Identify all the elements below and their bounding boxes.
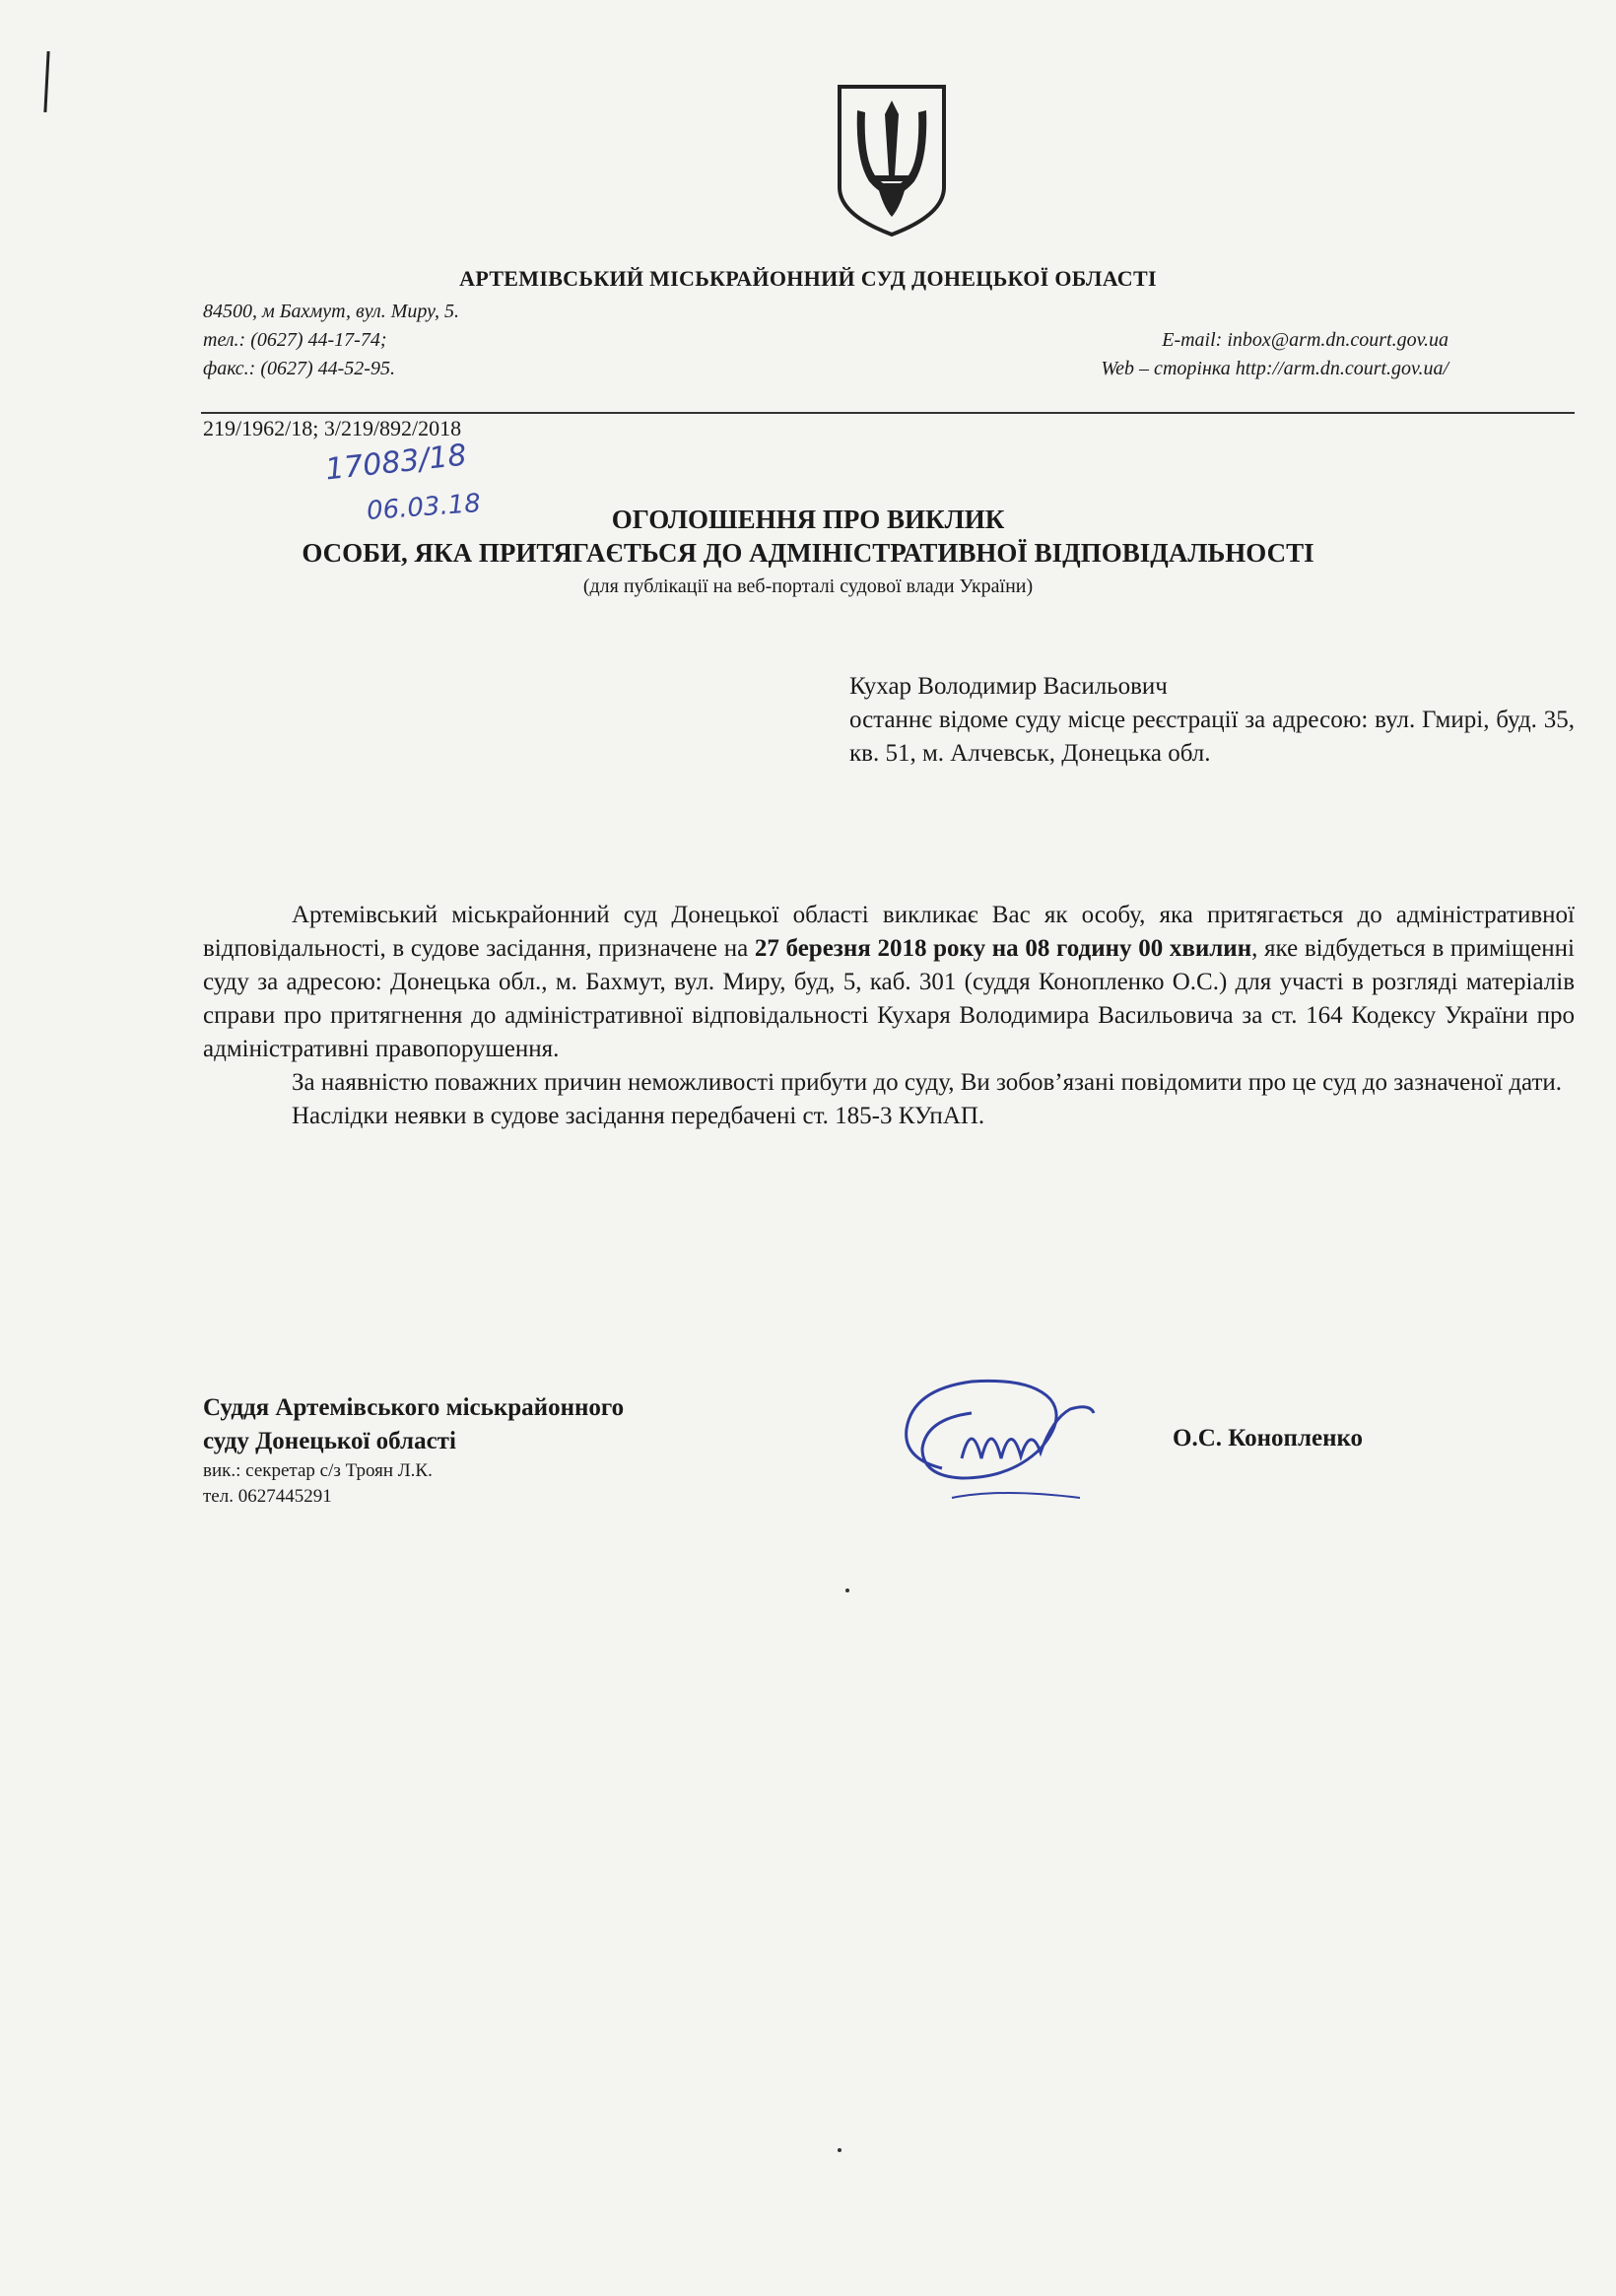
handwritten-reg-number: 17083/18 bbox=[323, 438, 469, 488]
body-paragraph-3: Наслідки неявки в судове засідання передбачені ст. 185-3 КУпАП. bbox=[292, 1103, 985, 1129]
judge-name: О.С. Конопленко bbox=[1173, 1425, 1364, 1452]
addressee-address: останнє відоме суду місце реєстрації за адресою: вул. Гмирі, буд. 35, кв. 51, м. Алчевськ, Донецька обл. bbox=[849, 707, 1575, 767]
document-subtitle: (для публікації на веб-порталі судової влади України) bbox=[582, 575, 1034, 597]
title-line-1: ОГОЛОШЕННЯ ПРО ВИКЛИК bbox=[611, 505, 1005, 534]
court-email: E-mail: inbox@arm.dn.court.gov.ua bbox=[1162, 329, 1448, 351]
title-line-2: ОСОБИ, ЯКА ПРИТЯГАЄТЬСЯ ДО АДМІНІСТРАТИВНОЇ ВІДПОВІДАЛЬНОСТІ bbox=[302, 538, 1314, 568]
judge-title-line-2: суду Донецької області bbox=[203, 1428, 456, 1454]
case-numbers: 219/1962/18; 3/219/892/2018 bbox=[203, 416, 462, 440]
handwritten-date: 06.03.18 bbox=[366, 488, 482, 527]
addressee-name: Кухар Володимир Васильович bbox=[849, 673, 1168, 700]
hearing-datetime: 27 березня 2018 року на 08 годину 00 хвилин bbox=[754, 935, 1252, 962]
court-name: АРТЕМІВСЬКИЙ МІСЬКРАЙОННИЙ СУД ДОНЕЦЬКОЇ ОБЛАСТІ bbox=[459, 266, 1157, 291]
scan-speck bbox=[845, 1588, 849, 1592]
scan-edge-mark bbox=[43, 51, 49, 112]
court-phone: тел.: (0627) 44-17-74; bbox=[203, 329, 387, 351]
addressee-block bbox=[849, 670, 1575, 771]
header-divider bbox=[201, 412, 1575, 414]
document-title bbox=[0, 503, 1616, 570]
scan-speck bbox=[838, 2148, 842, 2152]
signature-block bbox=[203, 1391, 814, 1510]
executor-line: вик.: секретар с/з Троян Л.К. bbox=[203, 1460, 433, 1481]
court-fax: факс.: (0627) 44-52-95. bbox=[203, 358, 395, 379]
trident-emblem-icon bbox=[834, 81, 950, 238]
notice-body bbox=[203, 899, 1575, 1133]
judge-title-line-1: Суддя Артемівського міськрайонного bbox=[203, 1394, 625, 1421]
executor-phone: тел. 0627445291 bbox=[203, 1486, 332, 1507]
contacts-block bbox=[203, 298, 1448, 383]
body-paragraph-1: Артемівський міськрайонний суд Донецької області викликає Вас як особу, яка притягається до адміністративної відповідальності, в судове засідання, призначене на 27 березня 2018 року на 08 годину 00 хвилин, яке відбудеться в приміщенні суду за адресою: Донецька обл., м. Бахмут, вул. Миру, буд, 5, каб. 301 (суддя Конопленко О.С.) для участі в розгляді матеріалів справи про притягнення до адміністративної відповідальності Кухаря Володимира Васильовича за ст. 164 Кодексу України про адміністративні правопорушення. bbox=[203, 902, 1575, 1062]
handwritten-signature-icon bbox=[883, 1350, 1119, 1527]
court-web: Web – сторінка http://arm.dn.court.gov.ua/ bbox=[1101, 358, 1448, 379]
court-address: 84500, м Бахмут, вул. Миру, 5. bbox=[203, 301, 460, 322]
body-paragraph-2: За наявністю поважних причин неможливості прибути до суду, Ви зобов’язані повідомити про це суд до зазначеної дати. bbox=[292, 1069, 1563, 1096]
